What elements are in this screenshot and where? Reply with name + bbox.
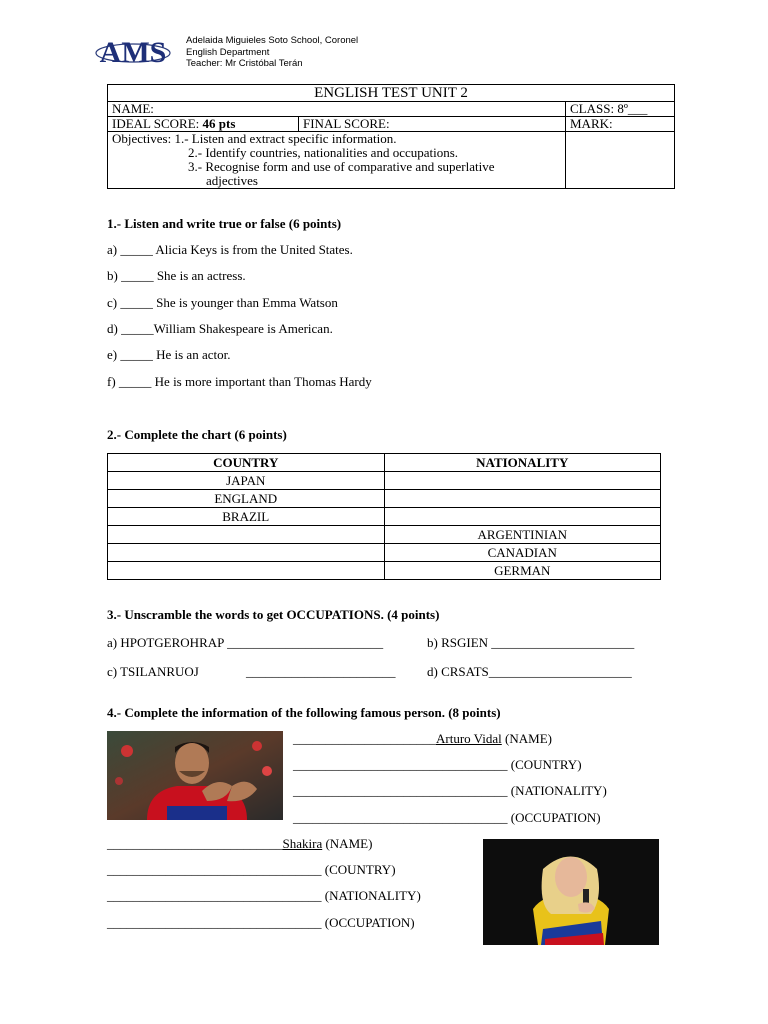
logo-text: AMS xyxy=(99,36,167,69)
objective-line: Objectives: 1.- Listen and extract specific information. xyxy=(112,131,397,146)
mark-label: MARK: xyxy=(566,117,675,132)
chart-cell: JAPAN xyxy=(108,472,385,490)
vidal-blank: ______________________ xyxy=(293,731,436,746)
chart-cell xyxy=(108,562,385,580)
section1-item: f) _____ He is more important than Thomas Hardy xyxy=(107,374,372,389)
chart-row xyxy=(108,472,661,490)
vidal-name: Arturo Vidal xyxy=(436,731,502,746)
vidal-name-tag: (NAME) xyxy=(505,731,552,746)
chart-header-nationality: NATIONALITY xyxy=(384,454,661,472)
school-logo xyxy=(94,34,172,72)
chart-cell xyxy=(384,508,661,526)
section1-item: e) _____ He is an actor. xyxy=(107,347,231,362)
objective-line: adjectives xyxy=(206,173,258,188)
chart-row xyxy=(108,508,661,526)
chart-header-country: COUNTRY xyxy=(108,454,385,472)
final-score-label: FINAL SCORE: xyxy=(299,117,566,132)
ideal-score-cell xyxy=(108,117,299,132)
objectives-cell xyxy=(108,132,566,189)
chart-cell: ARGENTINIAN xyxy=(384,526,661,544)
section4-title: 4.- Complete the information of the following famous person. (8 points) xyxy=(107,705,501,720)
country-nationality-chart xyxy=(107,453,661,580)
chart-cell xyxy=(384,472,661,490)
objective-line: 3.- Recognise form and use of comparative and superlative xyxy=(188,159,495,174)
school-info xyxy=(186,35,358,70)
teacher: Teacher: Mr Cristóbal Terán xyxy=(186,58,303,69)
shakira-name-line xyxy=(107,836,372,852)
department: English Department xyxy=(186,46,270,58)
shakira-name: Shakira xyxy=(282,836,323,851)
mark-value-cell xyxy=(566,132,675,189)
section1-item: a) _____ Alicia Keys is from the United States. xyxy=(107,242,353,257)
unscramble-c-word: c) TSILANRUOJ xyxy=(107,664,199,679)
test-title: ENGLISH TEST UNIT 2 xyxy=(108,85,675,102)
section2-title: 2.- Complete the chart (6 points) xyxy=(107,427,287,442)
class-label: CLASS: 8º___ xyxy=(566,102,675,117)
unscramble-c-line: _______________________ xyxy=(246,664,396,679)
shakira-blank: ___________________________ xyxy=(107,836,283,851)
unscramble-a: a) HPOTGEROHRAP ________________________ xyxy=(107,635,384,650)
shakira-occupation-line: _________________________________ (OCCUPATION) xyxy=(107,915,415,930)
section1-item: b) _____ She is an actress. xyxy=(107,268,246,283)
section1-item: c) _____ She is younger than Emma Watson xyxy=(107,295,338,310)
shakira-country-line: _________________________________ (COUNTRY) xyxy=(107,862,396,877)
shakira-photo xyxy=(483,839,659,945)
shakira-name-tag: (NAME) xyxy=(325,836,373,851)
vidal-name-line xyxy=(293,731,552,747)
vidal-nationality-line: _________________________________ (NATIONALITY) xyxy=(293,783,607,798)
chart-cell: GERMAN xyxy=(384,562,661,580)
ideal-score-label: IDEAL SCORE: xyxy=(112,116,200,131)
vidal-occupation-line: _________________________________ (OCCUPATION) xyxy=(293,810,601,825)
school-name: Adelaida Miguieles Soto School, Coronel xyxy=(186,35,359,46)
chart-cell xyxy=(108,544,385,562)
chart-row xyxy=(108,544,661,562)
test-header-table xyxy=(107,84,675,189)
objective-line: 2.- Identify countries, nationalities and occupations. xyxy=(188,145,459,160)
section1-title: 1.- Listen and write true or false (6 points) xyxy=(107,216,342,231)
chart-cell xyxy=(108,526,385,544)
chart-cell: ENGLAND xyxy=(108,490,385,508)
chart-row xyxy=(108,526,661,544)
unscramble-d: d) CRSATS______________________ xyxy=(427,664,632,679)
section1-item: d) _____William Shakespeare is American. xyxy=(107,321,333,336)
unscramble-b: b) RSGIEN ______________________ xyxy=(427,635,635,650)
chart-cell xyxy=(384,490,661,508)
chart-cell: BRAZIL xyxy=(108,508,385,526)
chart-row xyxy=(108,490,661,508)
vidal-country-line: _________________________________ (COUNTRY) xyxy=(293,757,582,772)
arturo-vidal-photo xyxy=(107,731,283,820)
section3-title: 3.- Unscramble the words to get OCCUPATIONS. (4 points) xyxy=(107,607,440,622)
chart-cell: CANADIAN xyxy=(384,544,661,562)
name-label: NAME: xyxy=(108,102,566,117)
shakira-nationality-line: _________________________________ (NATIONALITY) xyxy=(107,888,421,903)
ideal-score-value: 46 pts xyxy=(202,116,236,131)
chart-row xyxy=(108,562,661,580)
